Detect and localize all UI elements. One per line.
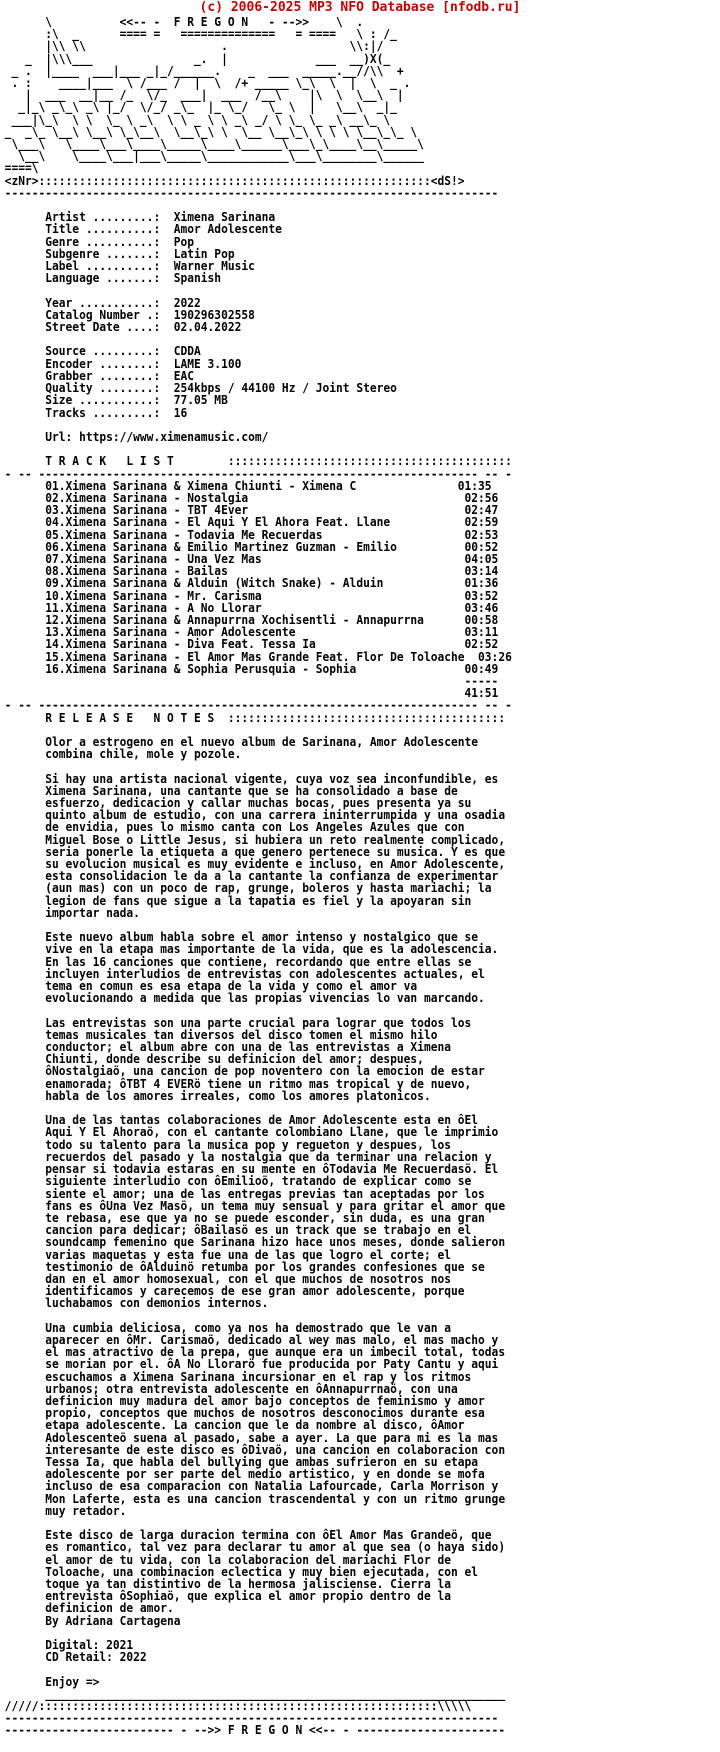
nfo-text: \ <<-- - F R E G O N - -->> \ . :\ _ ==== = ============== = ==== \ : /_ |\\ \\ . \\:|/ _ |\\\___ _. | ___ __)X(_ _ . |____ ___|___ _|_/______. _ ___ _____.__//\\ + . : ____|___ \ /___ / | \ /+ _____ \_\ \ | \ _ . | ___ __|__ /_ \/_ ___| ___ /__\ |\ \ \__\ | _|_\ _\_\ _\ |_/ \/_/ _\_ |_ \_/ \_ \ | \__\ _|_ ___|\_\ \ \ \_ \ _\ \ \ _ \ \ _\ _/ \ \_ \_ _\ __\_ \ _ _\_ \__\ \__\ \_\__\ \__\_\ \ \__ \__\_\ \ \ \ \__\_\_ \ \___\ \____\___\____\_____\____\______\___\_\____\__\_____\ \__\ \____\___|___\_____\____________\___\________\______ ====\ <zNr>::::::::::::::::::::::::::::::::::::::::::::::::::::::::::<dS!> ------------------------------------------------------------------------- Artist .........: Ximena Sarinana Title ..........: Amor Adolescente Genre ..........: Pop Subgenre .......: Latin Pop Label ..........: Warner Music Language .......: Spanish Year ...........: 2022 Catalog Number .: 190296302558 Street Date ....: 02.04.2022 Source .........: CDDA Encoder ........: LAME 3.100 Grabber ........: EAC Quality ........: 254kbps / 44100 Hz / Joint Stereo Size ...........: 77.05 MB Tracks .........: 16 Url: https://www.ximenamusic.com/ T R A C K L I S T :::::::::::::::::::::::::::::::::::::::::: - -- ----------------------------------------------------------------- -- - 01.Ximena Sarinana & Ximena Chiunti - Ximena C 01:35 02.Ximena Sarinana - Nostalgia 02:56 03.Ximena Sarinana - TBT 4Ever 02:47 04.Ximena Sarinana - El Aqui Y El Ahora Feat. Llane 02:59 05.Ximena Sarinana - Todavia Me Recuerdas 02:53 06.Ximena Sarinana & Emilio Martinez Guzman - Emilio 00:52 07.Ximena Sarinana - Una Vez Mas 04:05 08.Ximena Sarinana - Bailas 03:14 09.Ximena Sarinana & Alduin (Witch Snake) - Alduin 01:36 10.Ximena Sarinana - Mr. Carisma 03:52 11.Ximena Sarinana - A No Llorar 03:46 12.Ximena Sarinana & Annapurrna Xochisentli - Annapurrna 00:58 13.Ximena Sarinana - Amor Adolescente 03:11 14.Ximena Sarinana - Diva Feat. Tessa Ia 02:52 15.Ximena Sarinana - El Amor Mas Grande Feat. Flor De Toloache 03:26 16.Ximena Sarinana & Sophia Perusquia - Sophia 00:49 ----- 41:51 - -- ----------------------------------------------------------------- -- - R E L E A S E N O T E S ::::::::::::::::::::::::::::::::::::::::: Olor a estrogeno en el nuevo album de Sarinana, Amor Adolescente combina chile, mole y pozole. Si hay una artista nacional vigente, cuya voz sea inconfundible, es Ximena Sarinana, una cantante que se ha consolidado a base de esfuerzo, dedicacion y callar muchas bocas, pues presenta ya su quinto album de estudio, con una carrera ininterrumpida y una osadia de envidia, pues lo mismo canta con Los Angeles Azules que con Miguel Bose o Little Jesus, si hubiera un reto realmente complicado, seria ponerle la etiqueta a que genero pertenece su musica. Y es que su evolucion musical es muy evidente e incluso, en Amor Adolescente, esta consolidacion le da a la cantante la confianza de experimentar (aun mas) con un poco de rap, grunge, boleros y hasta mariachi; la legion de fans que sigue a la tapatia es fiel y la apoyaran sin importar nada. Este nuevo album habla sobre el amor intenso y nostalgico que se vive en la etapa mas importante de la vida, que es la adolescencia. En las 16 canciones que contiene, recordando que entre ellas se incluyen interludios de entrevistas con adolescentes actuales, el tema en comun es esa etapa de la vida y como el amor va evolucionando a medida que las propias vivencias lo van marcando. Las entrevistas son una parte crucial para lograr que todos los temas musicales tan diversos del disco tomen el mismo hilo conductor; el album abre con una de las entrevistas a Ximena Chiunti, donde describe su definicion del amor; despues, ôNostalgiaö, una cancion de pop noventero con la emocion de estar enamorada; ôTBT 4 EVERö tiene un ritmo mas tropical y de nuevo, habla de los amores irreales, como los amores platonicos. Una de las tantas colaboraciones de Amor Adolescente esta en ôEl Aqui Y El Ahoraö, con el cantante colombiano Llane, que le imprimio todo su talento para la musica pop y regueton y despues, los recuerdos del pasado y la nostalgia que da terminar una relacion y pensar si todavia estaras en su mente en ôTodavia Me Recuerdasö. El siguiente interludio con ôEmilioö, tratando de explicar como se siente el amor; una de las entregas previas tan aceptadas por los fans es ôUna Vez Masö, un tema muy sensual y para gritar el amor que te rebasa, ese que ya no se puede esconder, sin duda, es una gran cancion para dedicar; ôBailasö es un track que se trabajo en el soundcamp femenino que Sarinana hizo hace unos meses, donde salieron varias maquetas y esta fue una de las que logro el corte; el testimonio de ôAlduinö retumba por los grandes confesiones que se dan en el amor homosexual, con el que muchos de nosotros nos identificamos y carecemos de ese gran amor adolescente, porque luchabamos con demonios internos. Una cumbia deliciosa, como ya nos ha demostrado que le van a aparecer en ôMr. Carismaö, dedicado al wey mas malo, el mas macho y el mas atractivo de la prepa, que aunque era un imbecil total, todas se morian por el. ôA No Llorarö fue producida por Paty Cantu y aqui escuchamos a Ximena Sarinana incursionar en el rap y los ritmos urbanos; otra entrevista adolescente en ôAnnapurrnaö, con una definicion muy madura del amor bajo conceptos de feminismo y amor propio, conceptos que muchos de nosotros desconocimos durante esa etapa adolescente. La cancion que le da nombre al disco, ôAmor Adolescenteö suena al pasado, sabe a ayer. La que para mi es la mas interesante de este disco es ôDivaö, una cancion en colaboracion con Tessa Ia, que habla del bullying que ambas sufrieron en su etapa adolescente por ser parte del medio artistico, y en donde se mofa incluso de esa comparacion con Natalia Lafourcade, Carla Morrison y Mon Laferte, esta es una cancion trascendental y con un ritmo grunge muy retador. Este disco de larga duracion termina con ôEl Amor Mas Grandeö, que es romantico, tal vez para declarar tu amor al que sea (o haya sido) el amor de tu vida, con la colaboracion del mariachi Flor de Toloache, una combinacion eclectica y muy bien ejecutada, con el toque ya tan distintivo de la hermosa jalisciense. Cierra la entrevista ôSophiaö, que explica el amor propio dentro de la definicion de amor. By Adriana Cartagena Digital: 2021 CD Retail: 2022 Enjoy => ____________________________________________________________________ /////:::::::::::::::::::::::::::::::::::::::::::::::::::::::::::\\\\\ ------------------------------------------------------------------------- ------------------------- - -->> F R E G O N <<-- - ---------------------- [4,15,512,1738]
nfodb-header-link[interactable]: (c) 2006-2025 MP3 NFO Database [nfodb.ru] [199,0,521,15]
